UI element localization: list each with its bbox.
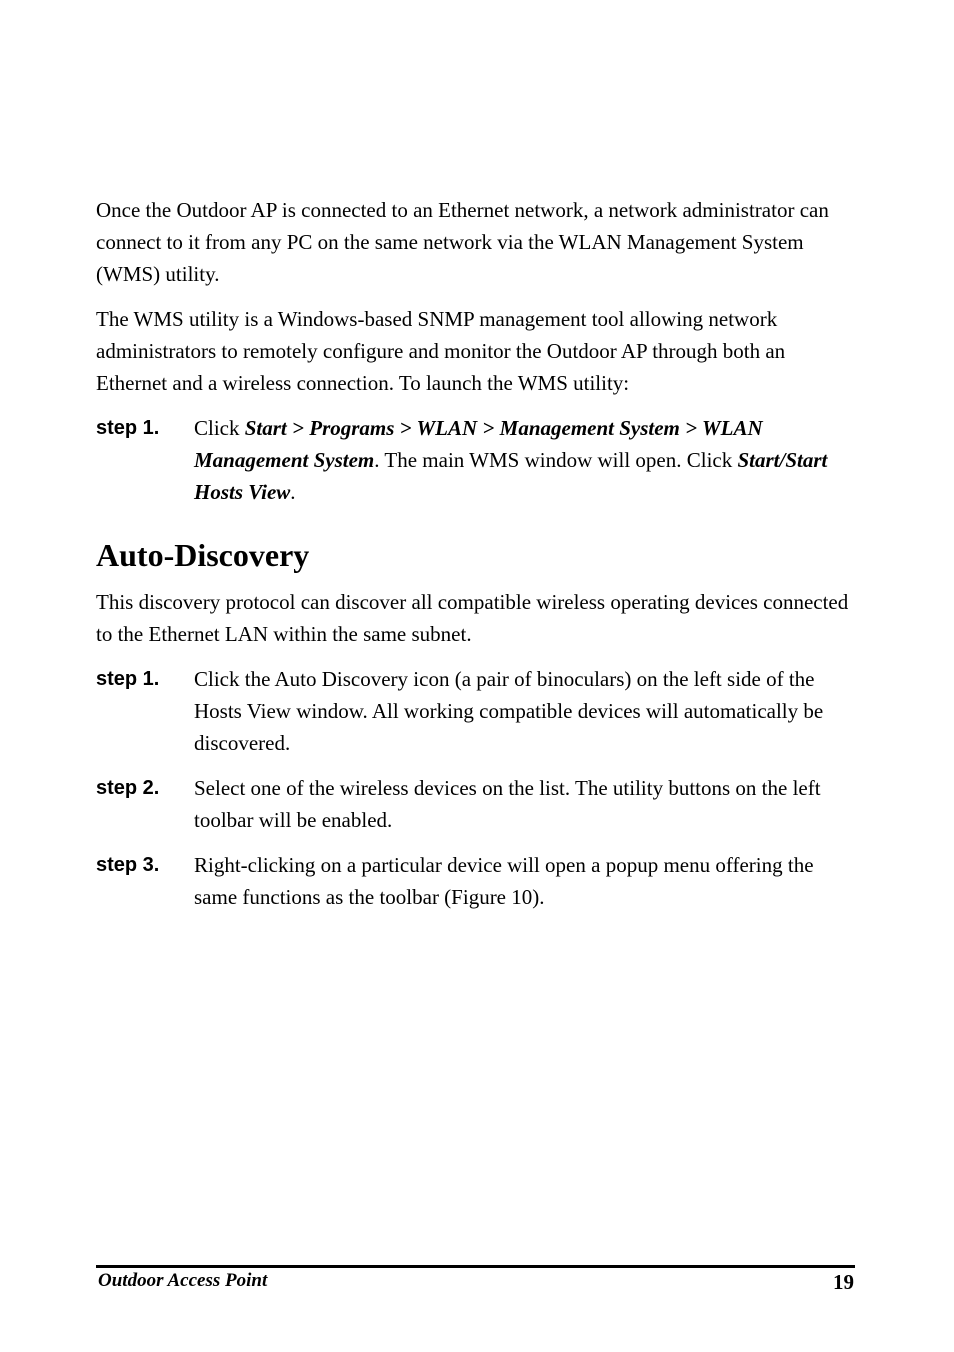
step-label: step 1. bbox=[96, 668, 160, 690]
section-heading: Auto-Discovery bbox=[96, 537, 310, 573]
discovery-step-3 bbox=[96, 849, 858, 913]
footer-title: Outdoor Access Point bbox=[98, 1270, 268, 1291]
step-text: Select one of the wireless devices on the list. The utility buttons on the left toolbar will be enabled. bbox=[194, 776, 821, 832]
step-text bbox=[194, 412, 858, 508]
menu-path: Start > Programs > WLAN > Management System > WLAN Management System bbox=[194, 416, 763, 472]
step-label: step 2. bbox=[96, 777, 160, 799]
step-label: step 1. bbox=[96, 417, 160, 439]
footer-divider bbox=[96, 1265, 855, 1268]
section-intro: This discovery protocol can discover all compatible wireless operating devices connected to the Ethernet LAN within the same subnet. bbox=[96, 590, 849, 646]
launch-step bbox=[96, 412, 858, 508]
step-text-part: Click bbox=[194, 416, 245, 440]
step-text-part: . bbox=[290, 480, 296, 504]
step-text: Click the Auto Discovery icon (a pair of binoculars) on the left side of the Hosts View window. All working compatible devices will automatically be discovered. bbox=[194, 667, 824, 755]
page-number: 19 bbox=[833, 1270, 854, 1294]
step-label: step 3. bbox=[96, 854, 160, 876]
discovery-step-1 bbox=[96, 663, 858, 759]
intro-paragraph-1: Once the Outdoor AP is connected to an Ethernet network, a network administrator can connect to it from any PC on the same network via the WLAN Management System (WMS) utility. bbox=[96, 198, 829, 286]
intro-paragraph-2: The WMS utility is a Windows-based SNMP management tool allowing network administrators to remotely configure and monitor the Outdoor AP through both an Ethernet and a wireless connection. To launch the WMS utility: bbox=[96, 307, 786, 395]
discovery-step-2 bbox=[96, 772, 858, 836]
menu-item-start-hosts-view: Start/Start Hosts View bbox=[194, 448, 828, 504]
page-content bbox=[96, 194, 858, 926]
step-text: Right-clicking on a particular device will open a popup menu offering the same functions as the toolbar (Figure 10). bbox=[194, 853, 814, 909]
step-text-part: . The main WMS window will open. Click bbox=[374, 448, 738, 472]
